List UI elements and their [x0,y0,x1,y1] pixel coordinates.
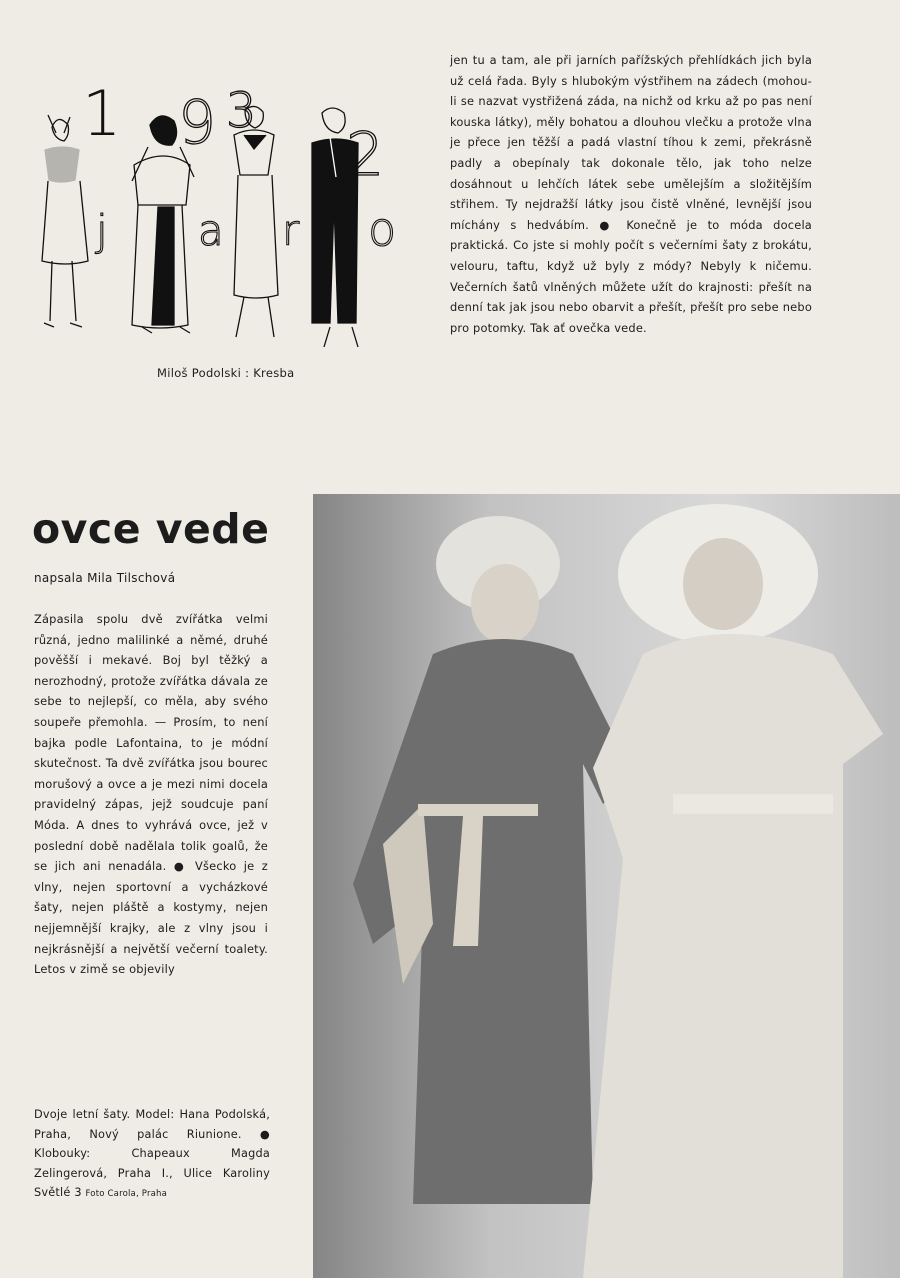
word-letter-a: a [198,206,224,255]
word-letter-o: o [368,202,397,256]
photo-credit: Foto Carola, Praha [85,1189,168,1199]
figure-3 [234,106,278,337]
article-body [34,609,268,980]
word-letter-j: j [96,206,108,255]
year-digit-3: 3 [226,83,257,139]
illustration-credit: Miloš Podolski : Kresba [157,366,295,380]
article-title: ovce vede [32,505,270,553]
right-column-text [450,50,812,338]
paragraph: Zápasila spolu dvě zvířátka velmi různá, jedno malilinké a němé, druhé pověšší i mekavé. Boj byl těžký a nerozhodný, protože zvířátka dávala ze sebe to nejlepší, co měla, aby svého soupeře přemohla. — Prosím, to není bajka podle Lafontaina, to je módní skutečnost. Ta dvě zvířátka jsou bourec morušový a ovce a je mezi nimi docela pravidelný zápas, jejž soudcuje paní Móda. A dnes to vyhrává ovce, jež v poslední době nadělala tolik goalů, že se jich ani nenadála. ● Všecko je z vlny, nejen sportovní a vycházkové šaty, nejen pláště a kostymy, nejen nejjemnější krajky, ale z vlny jsou i nejkrásnější a největší večerní toalety. Letos v zimě se objevily [34,612,268,977]
year-digit-1: 1 [82,77,122,150]
year-digit-2: 2 [346,120,385,190]
article-byline: napsala Mila Tilschová [34,571,176,585]
word-letter-r: r [282,206,300,255]
fashion-photo [313,494,900,1278]
paragraph: jen tu a tam, ale při jarních pařížských přehlídkách jich byla už celá řada. Byly s hlubokým výstřihem na zádech (mohou-li se nazvat vystřižená záda, na nichž od krku až po pas není kouska látky), měly bohatou a dlouhou vlečku a protože vlna je přece jen těžší a padá vlastní tíhou k zemi, překrásně padly a obepínaly tak dokonale tělo, jak toho nelze dosáhnout u lehčích látek sebe umělejším a složitějším střihem. Ty nejdražší látky jsou čistě vlněné, levnější jsou míchány s hedvábím. ● Konečně je to móda docela praktická. Co jste si mohly počít s večerními šaty z brokátu, velouru, taftu, když už byly z módy? Nebyly k ničemu. Večerních šatů vlněných můžete užít do krajnosti: přešít na denní tak jak jsou nebo obarvit a přešít, přešít pro sebe nebo pro potomky. Tak ať ovečka vede. [450,53,812,335]
photo-caption [34,1105,270,1205]
caption-text: Dvoje letní šaty. Model: Hana Podolská, Praha, Nový palác Riunione. ● Klobouky: Chapeaux Magda Zelingerová, Praha I., Ulice Karoliny Světlé 3 [34,1108,270,1199]
year-digit-9: 9 [178,88,217,158]
fashion-illustration [30,55,430,355]
